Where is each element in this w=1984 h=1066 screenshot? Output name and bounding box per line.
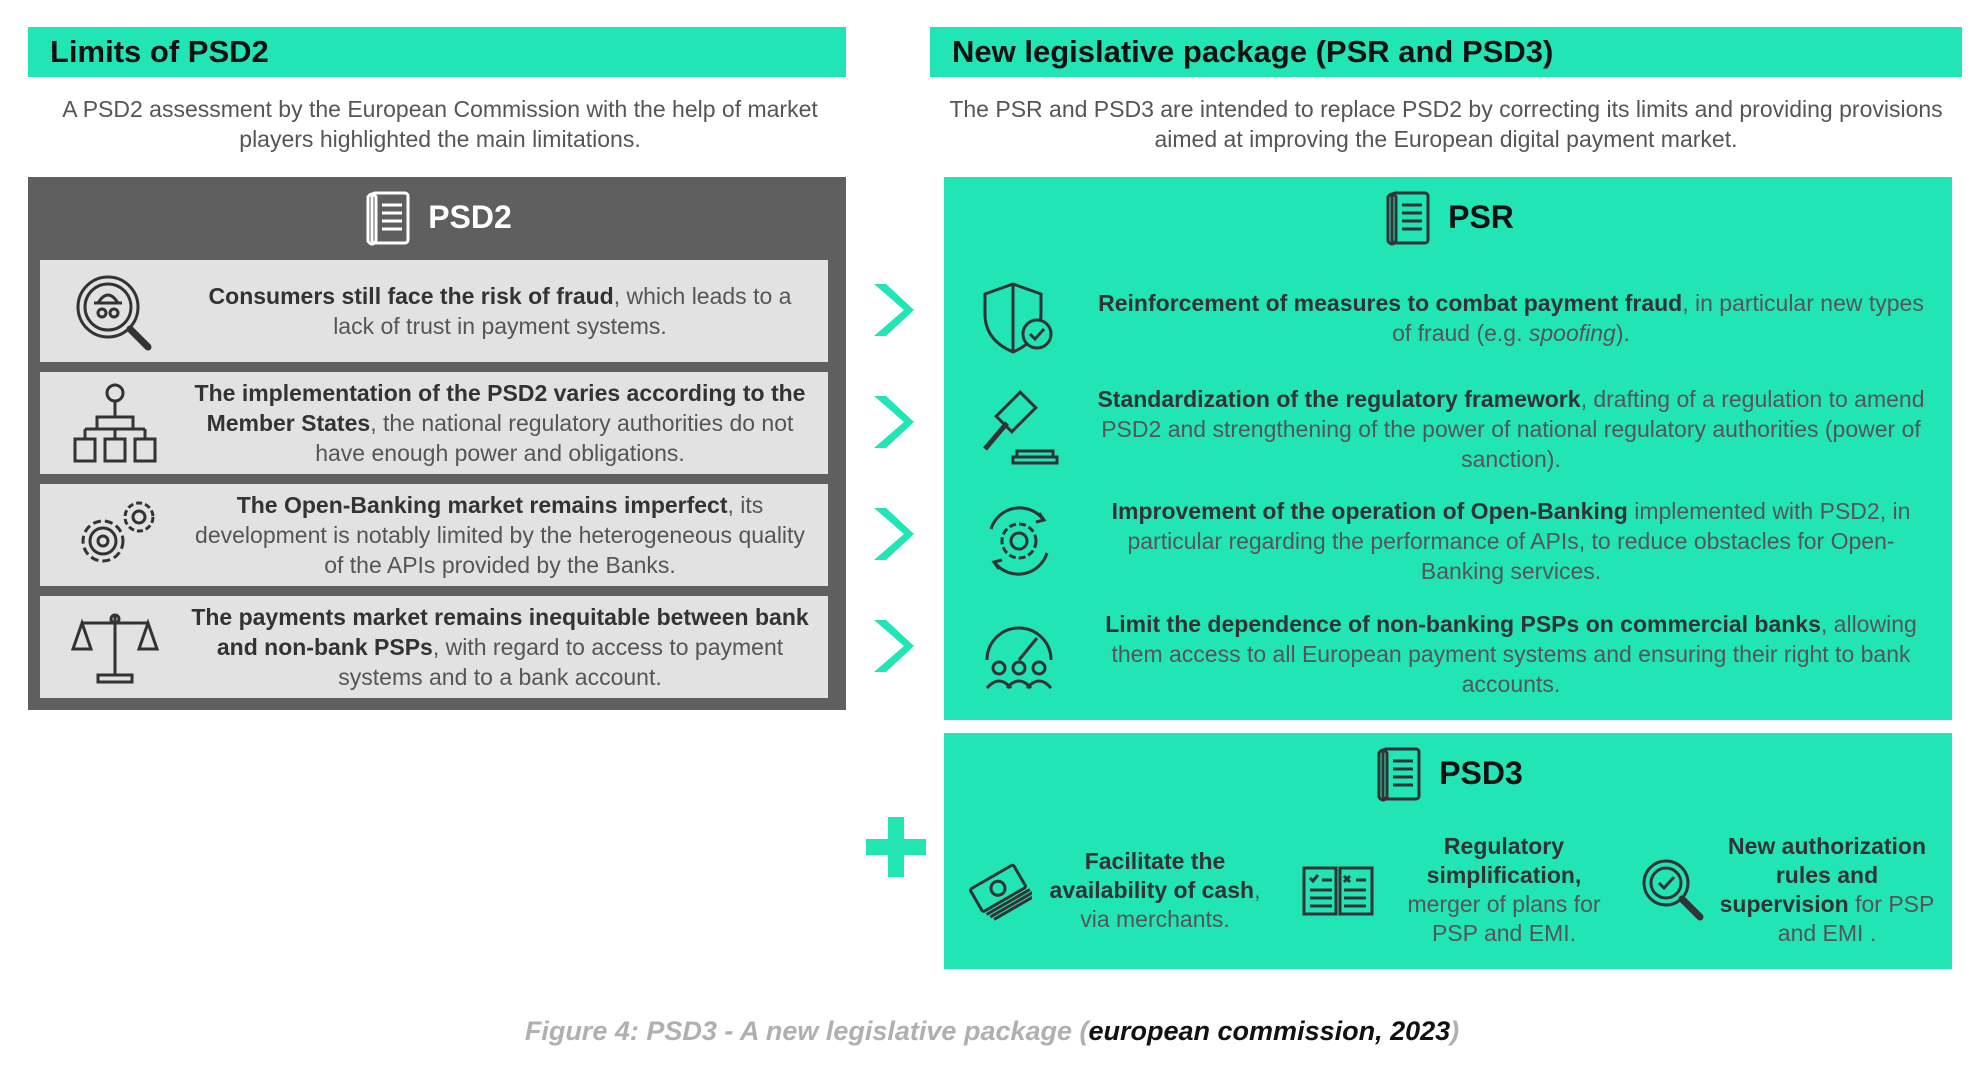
figure-caption <box>0 1016 1984 1047</box>
left-header-title: Limits of PSD2 <box>50 34 269 69</box>
cash-icon <box>966 857 1032 923</box>
psd3-authorization-bold: New authorization rules and supervision <box>1719 833 1927 917</box>
psr-non-banking-rest: , allowing them access to all European payment systems and ensuring their right to bank accounts. <box>1111 611 1917 697</box>
psd3-panel <box>944 733 1952 969</box>
psd2-row-open-banking <box>40 484 828 586</box>
psr-regulatory-bold: Standardization of the regulatory framework <box>1097 386 1581 412</box>
psd3-title-text: PSD3 <box>1439 754 1523 791</box>
shield-check-icon <box>977 278 1061 358</box>
gear-cycle-icon <box>977 499 1061 583</box>
plus-icon <box>864 815 928 879</box>
psd2-open-banking-rest: , its development is notably limited by the heterogeneous quality of the APIs provided by the Banks. <box>195 492 805 578</box>
psd2-panel-title <box>28 177 846 257</box>
scroll-document-icon <box>1382 187 1438 247</box>
psr-row-regulatory <box>944 373 1952 485</box>
psr-non-banking-bold: Limit the dependence of non-banking PSPs on commercial banks <box>1105 611 1821 637</box>
caption-source-link[interactable]: european commission, 2023 <box>1088 1016 1451 1046</box>
psd2-open-banking-bold: The Open-Banking market remains imperfect <box>236 492 728 518</box>
psr-fraud-tail: ). <box>1615 320 1630 346</box>
gavel-icon <box>977 389 1061 469</box>
chevron-right-icon <box>868 504 918 564</box>
chevron-right-icon <box>868 280 918 340</box>
psr-fraud-bold: Reinforcement of measures to combat payment fraud <box>1098 290 1683 316</box>
chevron-right-icon <box>868 392 918 452</box>
caption-suffix: ) <box>1450 1016 1460 1046</box>
psr-regulatory-rest: , drafting of a regulation to amend PSD2 and strengthening of the power of national regulatory authorities (power of sanction). <box>1101 386 1925 472</box>
hierarchy-icon <box>70 381 160 465</box>
psd2-row-implementation <box>40 372 828 474</box>
psd3-panel-title <box>944 733 1952 813</box>
psd3-item-simplification <box>1300 825 1620 955</box>
psd3-item-authorization <box>1638 825 1938 955</box>
psd2-row-fraud <box>40 260 828 362</box>
scroll-document-icon <box>1373 743 1429 803</box>
psr-row-non-banking <box>944 597 1952 711</box>
psd2-payments-rest: , with regard to access to payment systems and to a bank account. <box>338 634 784 690</box>
psd3-item-cash <box>966 825 1266 955</box>
psd3-simplification-bold: Regulatory simplification, <box>1426 833 1582 888</box>
right-subtitle: The PSR and PSD3 are intended to replace PSD2 by correcting its limits and providing provisions aimed at improving the European digital payment market. <box>949 96 1943 152</box>
psd2-row-payments-market <box>40 596 828 698</box>
psr-panel-title <box>944 177 1952 257</box>
psd2-title-text: PSD2 <box>428 198 512 235</box>
left-subtitle: A PSD2 assessment by the European Commission with the help of market players highlighted the main limitations. <box>62 96 818 152</box>
chevron-right-icon <box>868 616 918 676</box>
magnifier-check-icon <box>1638 855 1708 925</box>
psd3-cash-rest: , via merchants. <box>1080 876 1261 932</box>
psr-fraud-rest: , in particular new types of fraud (e.g. <box>1392 290 1924 346</box>
psr-title-text: PSR <box>1448 198 1514 235</box>
right-header <box>930 27 1962 77</box>
caption-prefix: Figure 4: PSD3 - A new legislative package ( <box>524 1016 1089 1046</box>
psd3-cash-bold: Facilitate the availability of cash <box>1049 847 1255 903</box>
psd2-implementation-rest: , the national regulatory authorities do not have enough power and obligations. <box>315 410 794 466</box>
right-header-title: New legislative package (PSR and PSD3) <box>952 34 1554 69</box>
psd2-implementation-bold: The implementation of the PSD2 varies according to the Member States <box>194 380 806 436</box>
psd3-simplification-rest: merger of plans for PSP and EMI. <box>1407 891 1601 946</box>
psr-row-open-banking <box>944 485 1952 597</box>
scroll-document-icon <box>362 187 418 247</box>
psr-open-banking-bold: Improvement of the operation of Open-Banking <box>1111 498 1628 524</box>
scales-icon <box>70 607 160 687</box>
left-header <box>28 27 846 77</box>
fraud-magnifier-icon <box>70 269 160 353</box>
psd2-panel <box>28 177 846 710</box>
psr-fraud-italic: spoofing <box>1528 320 1616 346</box>
gears-icon <box>67 495 163 575</box>
psr-panel <box>944 177 1952 720</box>
psd2-payments-bold: The payments market remains inequitable between bank and non-bank PSPs <box>191 604 809 660</box>
open-book-icon <box>1300 860 1376 920</box>
psr-open-banking-rest: implemented with PSD2, in particular regarding the performance of APIs, to reduce obstacles for Open-Banking services. <box>1127 498 1911 584</box>
psd2-fraud-rest: , which leads to a lack of trust in payment systems. <box>333 283 792 339</box>
psd2-fraud-bold: Consumers still face the risk of fraud <box>208 283 614 309</box>
psr-row-fraud <box>944 263 1952 373</box>
group-gauge-icon <box>977 614 1061 694</box>
psd3-authorization-rest: for PSP and EMI . <box>1777 891 1935 946</box>
